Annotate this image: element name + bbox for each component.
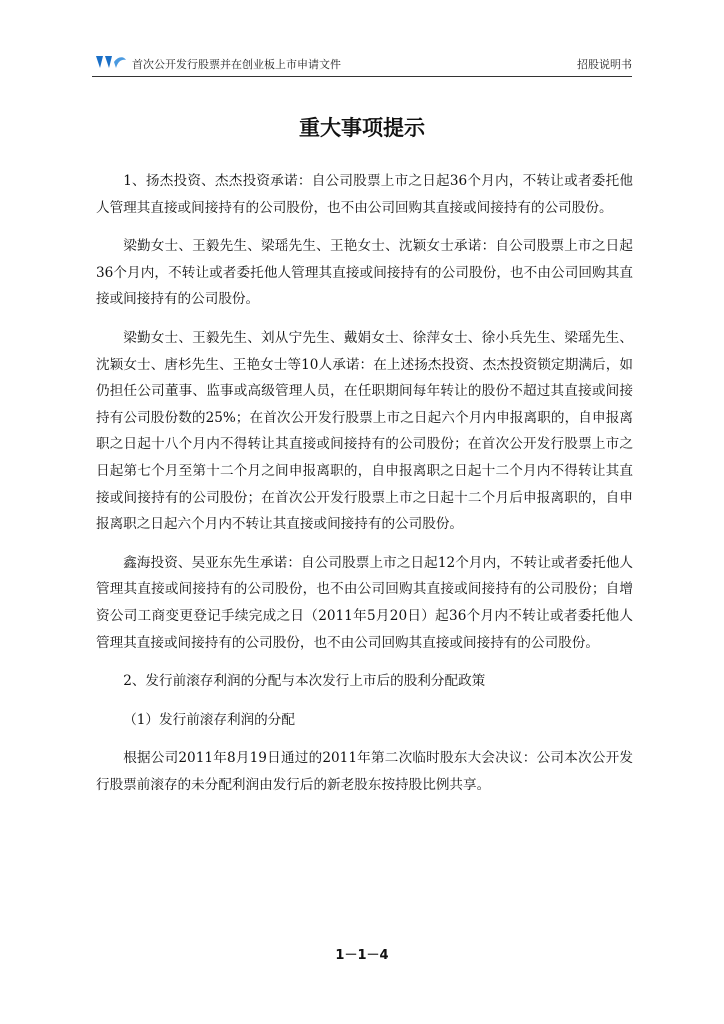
- header-document-title: 首次公开发行股票并在创业板上市申请文件: [132, 58, 341, 71]
- paragraph: 梁勤女士、王毅先生、刘从宁先生、戴娟女士、徐萍女士、徐小兵先生、梁瑶先生、沈颖女士、唐杉先生、王艳女士等10人承诺：在上述扬杰投资、杰杰投资锁定期满后，如仍担任公司董事、监事或高级管理人员，在任职期间每年转让的股份不超过其直接或间接持有公司股份数的25%；在首次公开发行股票上市之日起六个月内申报离职的，自申报离职之日起十八个月内不得转让其直接或间接持有的公司股份；在首次公开发行股票上市之日起第七个月至第十二个月之间申报离职的，自申报离职之日起十二个月内不得转让其直接或间接持有的公司股份；在首次公开发行股票上市之日起十二个月后申报离职的，自申报离职之日起六个月内不转让其直接或间接持有的公司股份。: [96, 329, 633, 533]
- company-logo: [94, 52, 128, 72]
- section-heading: 2、发行前滚存利润的分配与本次发行上市后的股利分配政策: [123, 673, 486, 690]
- subsection-heading: （1）发行前滚存利润的分配: [123, 711, 295, 728]
- header-document-type: 招股说明书: [577, 58, 632, 71]
- page-number: 1－1－4: [335, 948, 389, 963]
- document-body: [96, 168, 633, 810]
- paragraph: 鑫海投资、吴亚东先生承诺：自公司股票上市之日起12个月内，不转让或者委托他人管理其直接或间接持有的公司股份，也不由公司回购其直接或间接持有的公司股份；自增资公司工商变更登记手续完成之日（2011年5月20日）起36个月内不转让或者委托他人管理其直接或间接持有的公司股份，也不由公司回购其直接或间接持有的公司股份。: [96, 554, 633, 651]
- paragraph: 梁勤女士、王毅先生、梁瑶先生、王艳女士、沈颖女士承诺：自公司股票上市之日起36个月内，不转让或者委托他人管理其直接或间接持有的公司股份，也不由公司回购其直接或间接持有的公司股份。: [96, 238, 633, 308]
- page-header: [92, 48, 632, 77]
- page-title: 重大事项提示: [299, 116, 425, 140]
- paragraph: 根据公司2011年8月19日通过的2011年第二次临时股东大会决议：公司本次公开发行股票前滚存的未分配利润由发行后的新老股东按持股比例共享。: [96, 750, 633, 793]
- paragraph: 1、扬杰投资、杰杰投资承诺：自公司股票上市之日起36个月内，不转让或者委托他人管理其直接或间接持有的公司股份，也不由公司回购其直接或间接持有的公司股份。: [96, 173, 633, 216]
